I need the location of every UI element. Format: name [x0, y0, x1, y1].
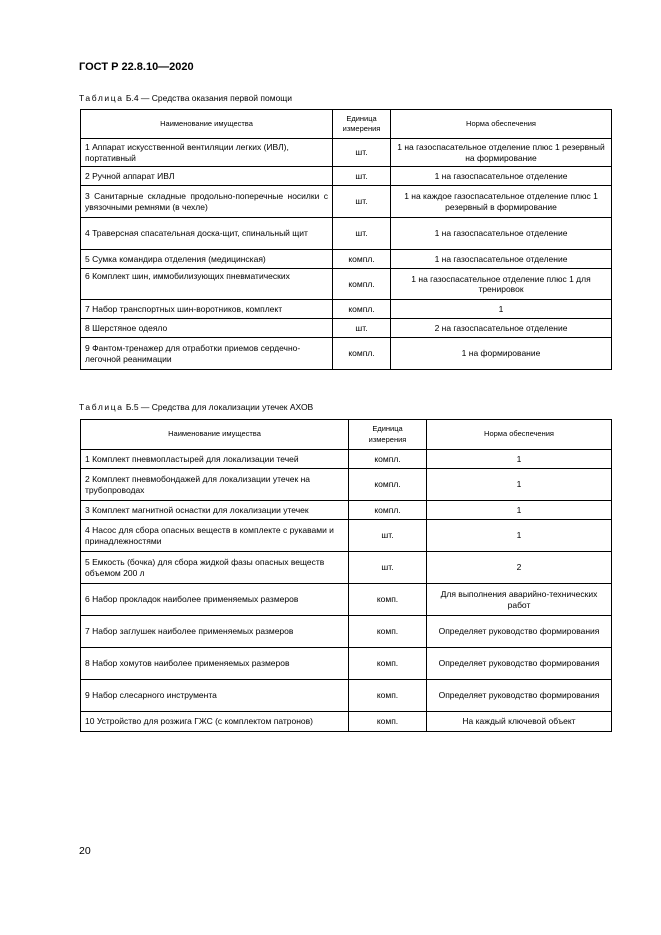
- table-header-row: [81, 110, 612, 139]
- cell-norm: 2 на газоспасательное отделение: [391, 319, 612, 338]
- cell-unit: шт.: [349, 520, 427, 552]
- table-b4: [80, 109, 612, 370]
- cell-name: 2 Комплект пневмобондажей для локализации утечек на трубопроводах: [81, 469, 349, 501]
- cell-unit: шт.: [333, 319, 391, 338]
- caption-prefix: Таблица: [79, 93, 124, 103]
- table-row: [81, 712, 612, 732]
- cell-unit: комп.: [349, 584, 427, 616]
- cell-norm: 1 на каждое газоспасательное отделение плюс 1 резервный в формирование: [391, 186, 612, 218]
- cell-unit: компл.: [333, 269, 391, 300]
- column-header-name: Наименование имущества: [81, 420, 349, 450]
- cell-unit: шт.: [333, 218, 391, 250]
- cell-name: 1 Комплект пневмопластырей для локализации течей: [81, 450, 349, 469]
- table-row: [81, 269, 612, 300]
- cell-norm: 1: [427, 450, 612, 469]
- cell-norm: 2: [427, 552, 612, 584]
- cell-unit: шт.: [349, 552, 427, 584]
- cell-norm: 1: [427, 501, 612, 520]
- cell-unit: компл.: [333, 338, 391, 370]
- cell-unit: комп.: [349, 648, 427, 680]
- table-row: [81, 616, 612, 648]
- table-row: [81, 552, 612, 584]
- cell-norm: Определяет руководство формирования: [427, 616, 612, 648]
- cell-unit: компл.: [333, 250, 391, 269]
- table-row: [81, 501, 612, 520]
- column-header-name: Наименование имущества: [81, 110, 333, 139]
- cell-unit: комп.: [349, 616, 427, 648]
- cell-unit: шт.: [333, 139, 391, 167]
- column-header-norm: Норма обеспечения: [427, 420, 612, 450]
- cell-norm: Определяет руководство формирования: [427, 680, 612, 712]
- column-header-unit: Единица измерения: [349, 420, 427, 450]
- cell-name: 4 Насос для сбора опасных веществ в комплекте с рукавами и принадлежностями: [81, 520, 349, 552]
- cell-name: 9 Набор слесарного инструмента: [81, 680, 349, 712]
- cell-name: 10 Устройство для розжига ГЖС (с комплектом патронов): [81, 712, 349, 732]
- cell-unit: комп.: [349, 712, 427, 732]
- caption-text: Б.4 — Средства оказания первой помощи: [123, 93, 293, 103]
- cell-name: 1 Аппарат искусственной вентиляции легких (ИВЛ), портативный: [81, 139, 333, 167]
- table-row: [81, 300, 612, 319]
- cell-norm: 1: [427, 469, 612, 501]
- cell-name: 8 Шерстяное одеяло: [81, 319, 333, 338]
- cell-name: 6 Комплект шин, иммобилизующих пневматических: [81, 269, 333, 300]
- table-row: [81, 218, 612, 250]
- cell-norm: 1 на формирование: [391, 338, 612, 370]
- cell-name: 5 Сумка командира отделения (медицинская): [81, 250, 333, 269]
- cell-unit: шт.: [333, 186, 391, 218]
- cell-norm: 1 на газоспасательное отделение плюс 1 резервный на формирование: [391, 139, 612, 167]
- cell-norm: 1: [391, 300, 612, 319]
- cell-name: 8 Набор хомутов наиболее применяемых размеров: [81, 648, 349, 680]
- cell-unit: компл.: [333, 300, 391, 319]
- caption-text: Б.5 — Средства для локализации утечек АХОВ: [123, 402, 314, 412]
- cell-norm: На каждый ключевой объект: [427, 712, 612, 732]
- cell-name: 5 Емкость (бочка) для сбора жидкой фазы опасных веществ объемом 200 л: [81, 552, 349, 584]
- table-row: [81, 469, 612, 501]
- table-b5-caption: [79, 402, 313, 412]
- cell-norm: 1 на газоспасательное отделение: [391, 218, 612, 250]
- table-row: [81, 338, 612, 370]
- column-header-unit: Единица измерения: [333, 110, 391, 139]
- table-row: [81, 186, 612, 218]
- cell-norm: Определяет руководство формирования: [427, 648, 612, 680]
- table-row: [81, 167, 612, 186]
- cell-name: 3 Комплект магнитной оснастки для локализации утечек: [81, 501, 349, 520]
- table-header-row: [81, 420, 612, 450]
- table-b4-caption: [79, 93, 292, 103]
- caption-prefix: Таблица: [79, 402, 124, 412]
- cell-norm: Для выполнения аварийно-технических работ: [427, 584, 612, 616]
- cell-unit: компл.: [349, 469, 427, 501]
- page-number: 20: [79, 845, 91, 857]
- document-header: ГОСТ Р 22.8.10—2020: [79, 61, 194, 73]
- cell-name: 2 Ручной аппарат ИВЛ: [81, 167, 333, 186]
- cell-norm: 1 на газоспасательное отделение плюс 1 для тренировок: [391, 269, 612, 300]
- table-row: [81, 680, 612, 712]
- cell-unit: шт.: [333, 167, 391, 186]
- cell-name: 7 Набор заглушек наиболее применяемых размеров: [81, 616, 349, 648]
- table-row: [81, 584, 612, 616]
- table-row: [81, 139, 612, 167]
- table-b5: [80, 419, 612, 732]
- table-row: [81, 520, 612, 552]
- table-row: [81, 648, 612, 680]
- cell-name: 3 Санитарные складные продольно-поперечные носилки с увязочными ремнями (в чехле): [81, 186, 333, 218]
- column-header-norm: Норма обеспечения: [391, 110, 612, 139]
- cell-norm: 1 на газоспасательное отделение: [391, 250, 612, 269]
- cell-name: 9 Фантом-тренажер для отработки приемов сердечно-легочной реанимации: [81, 338, 333, 370]
- cell-name: 4 Траверсная спасательная доска-щит, спинальный щит: [81, 218, 333, 250]
- table-row: [81, 250, 612, 269]
- cell-norm: 1: [427, 520, 612, 552]
- table-row: [81, 450, 612, 469]
- cell-name: 7 Набор транспортных шин-воротников, комплект: [81, 300, 333, 319]
- cell-unit: комп.: [349, 680, 427, 712]
- cell-norm: 1 на газоспасательное отделение: [391, 167, 612, 186]
- table-row: [81, 319, 612, 338]
- cell-unit: компл.: [349, 450, 427, 469]
- cell-name: 6 Набор прокладок наиболее применяемых размеров: [81, 584, 349, 616]
- cell-unit: компл.: [349, 501, 427, 520]
